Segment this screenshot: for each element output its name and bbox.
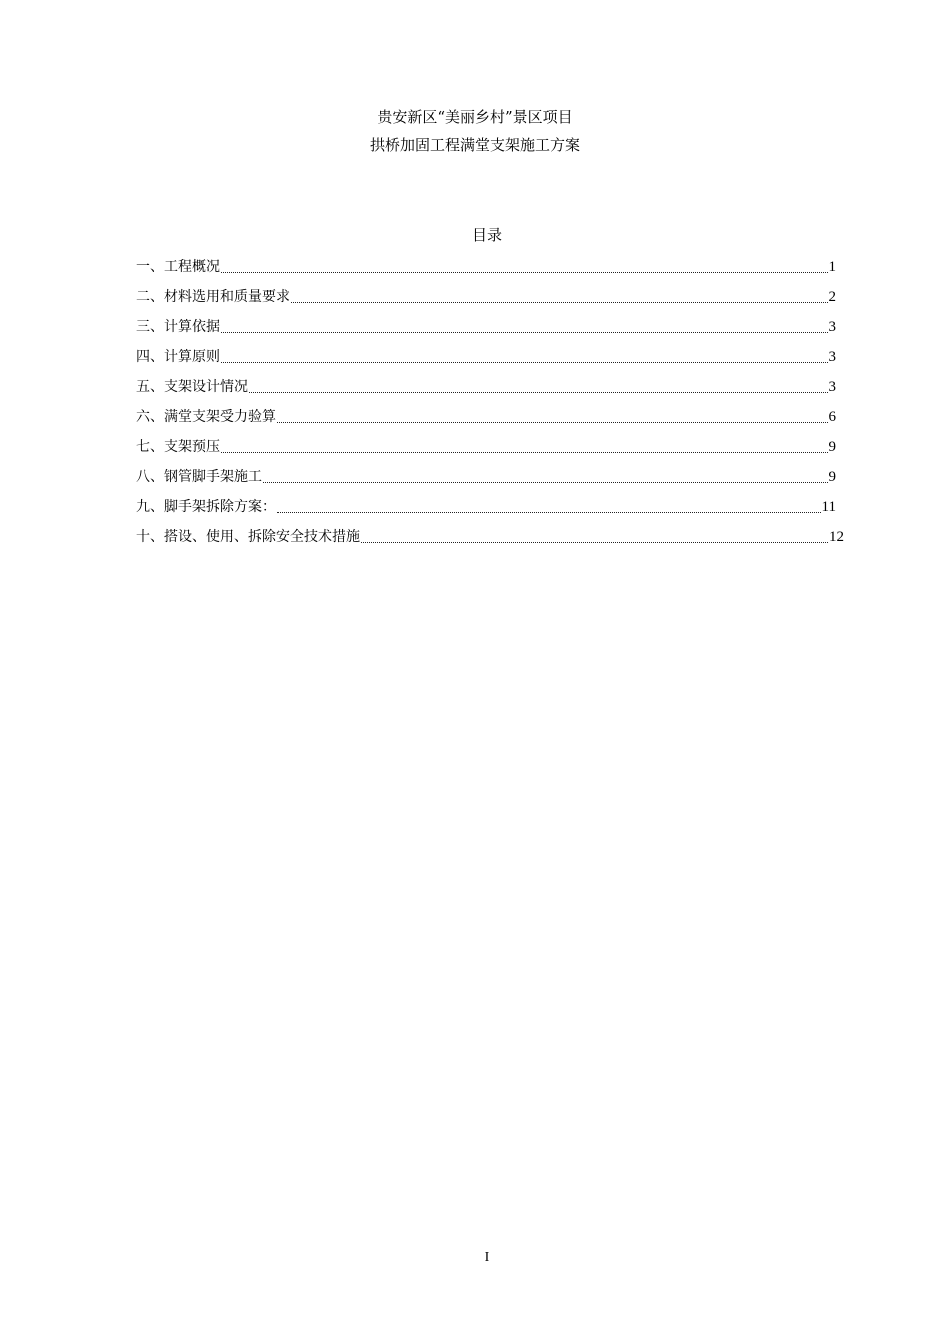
toc-entry-page: 3 xyxy=(828,379,836,395)
toc-dot-leader xyxy=(277,512,821,513)
toc-dot-leader xyxy=(361,542,828,543)
toc-entry-label: 九、脚手架拆除方案： xyxy=(136,499,276,515)
toc-entry-2[interactable] xyxy=(136,281,836,311)
toc-entry-label: 八、钢管脚手架施工 xyxy=(136,469,262,485)
toc-entry-page: 6 xyxy=(828,409,836,425)
toc-entry-label: 十、搭设、使用、拆除安全技术措施 xyxy=(136,529,360,545)
toc-entry-label: 二、材料选用和质量要求 xyxy=(136,289,290,305)
toc-entry-6[interactable] xyxy=(136,401,836,431)
toc-entry-5[interactable] xyxy=(136,371,836,401)
toc-dot-leader xyxy=(221,362,828,363)
toc-dot-leader xyxy=(249,392,828,393)
toc-dot-leader xyxy=(291,302,828,303)
toc-entry-page: 2 xyxy=(828,289,836,305)
toc-heading: 目录 xyxy=(471,226,502,244)
toc-entry-label: 三、计算依据 xyxy=(136,319,220,335)
toc-dot-leader xyxy=(263,482,828,483)
toc-entry-3[interactable] xyxy=(136,311,836,341)
toc-entry-8[interactable] xyxy=(136,461,836,491)
table-of-contents xyxy=(136,251,844,551)
toc-entry-page: 3 xyxy=(828,349,836,365)
toc-entry-label: 七、支架预压 xyxy=(136,439,220,455)
toc-entry-label: 四、计算原则 xyxy=(136,349,220,365)
toc-dot-leader xyxy=(221,452,828,453)
toc-entry-page: 9 xyxy=(828,469,836,485)
toc-entry-page: 1 xyxy=(828,259,836,275)
toc-entry-7[interactable] xyxy=(136,431,836,461)
toc-entry-label: 六、满堂支架受力验算 xyxy=(136,409,276,425)
title-line-scheme: 拱桥加固工程满堂支架施工方案 xyxy=(369,136,580,154)
toc-entry-4[interactable] xyxy=(136,341,836,371)
document-title xyxy=(0,103,950,159)
toc-entry-1[interactable] xyxy=(136,251,836,281)
toc-entry-page: 11 xyxy=(821,499,836,515)
toc-entry-9[interactable] xyxy=(136,491,836,521)
toc-entry-page: 9 xyxy=(828,439,836,455)
toc-dot-leader xyxy=(221,332,828,333)
toc-entry-page: 3 xyxy=(828,319,836,335)
toc-entry-label: 一、工程概况 xyxy=(136,259,220,275)
toc-dot-leader xyxy=(221,272,828,273)
toc-entry-10[interactable] xyxy=(136,521,844,551)
toc-dot-leader xyxy=(277,422,828,423)
title-line-project: 贵安新区“美丽乡村”景区项目 xyxy=(377,108,573,126)
toc-entry-page: 12 xyxy=(829,529,844,545)
page-number: I xyxy=(484,1250,490,1265)
toc-entry-label: 五、支架设计情况 xyxy=(136,379,248,395)
